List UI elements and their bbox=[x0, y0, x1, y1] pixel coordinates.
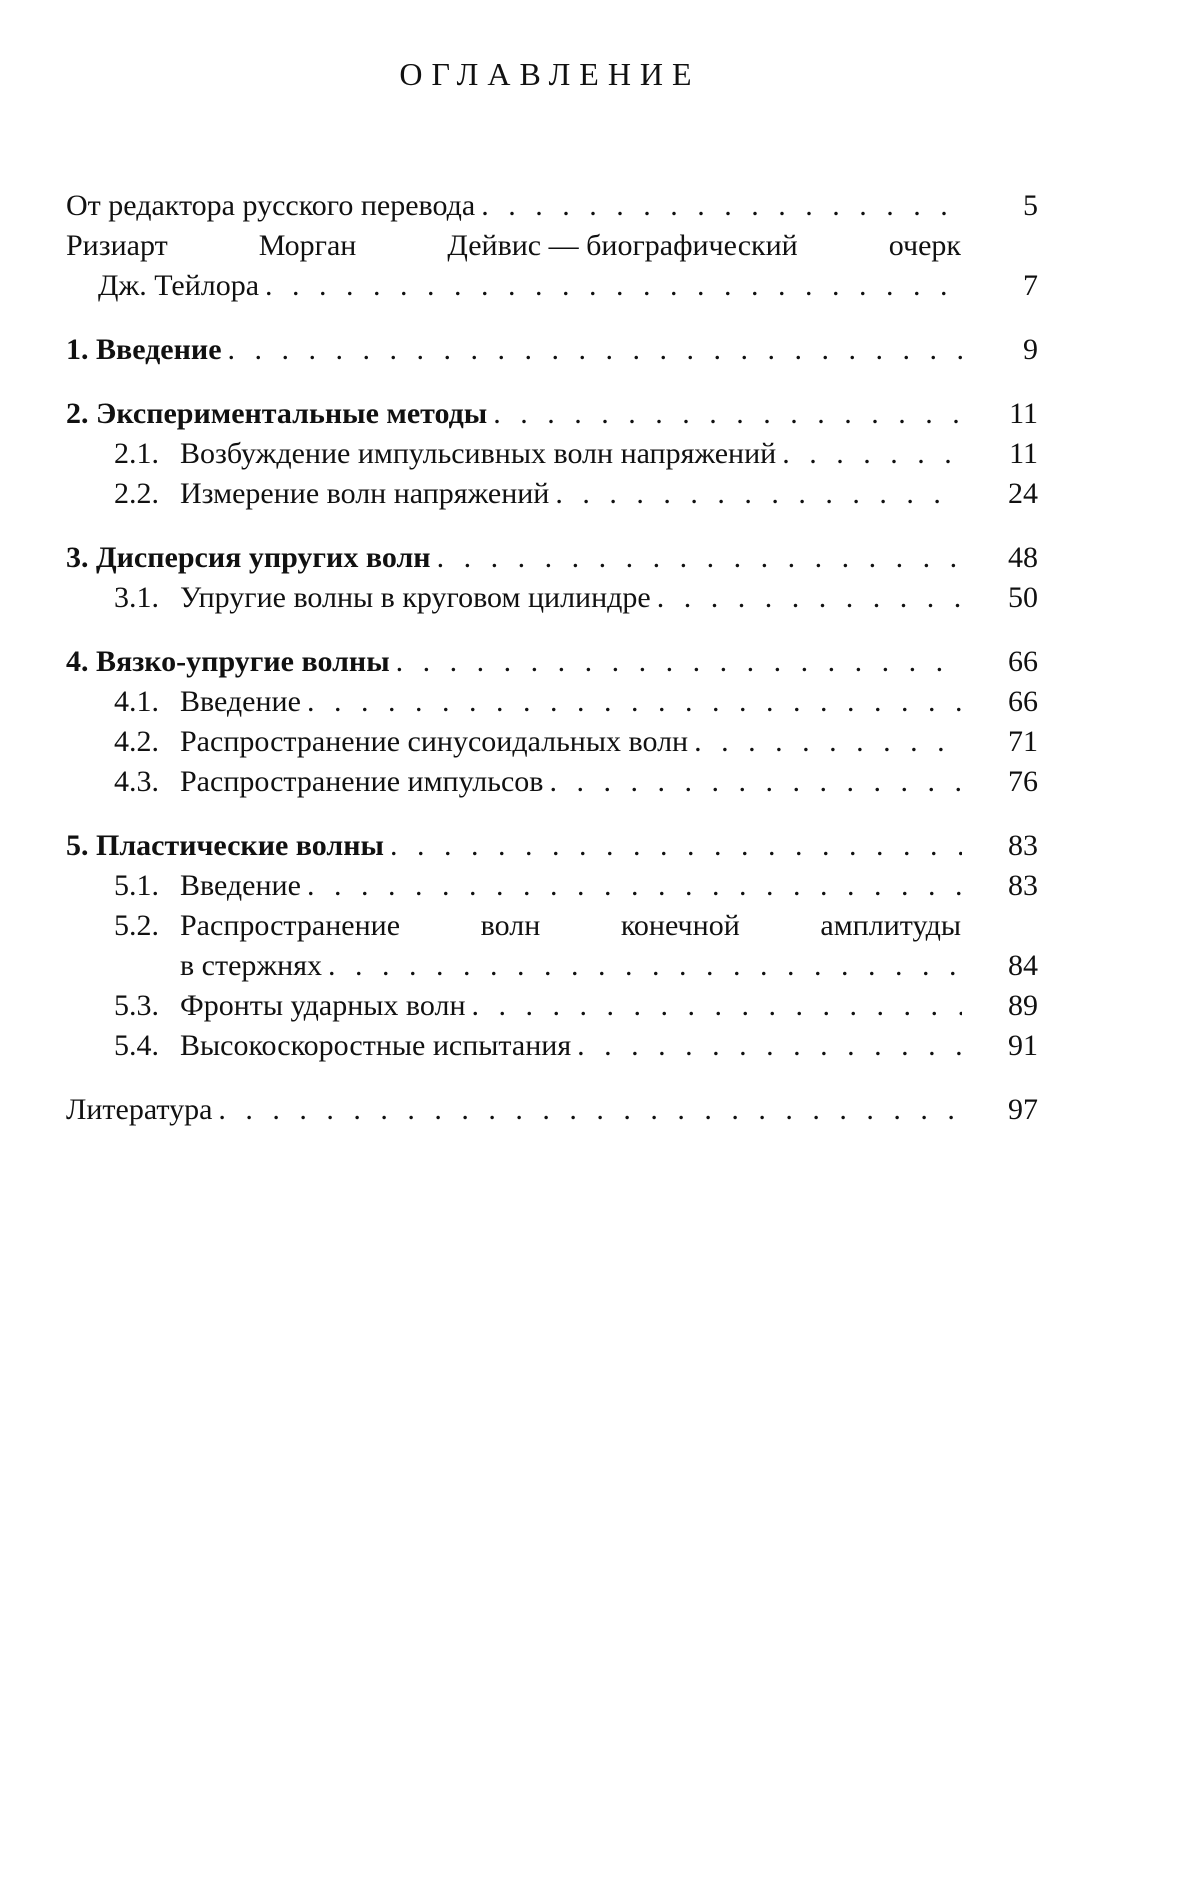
section-title: Упругие волны в круговом цилиндре bbox=[180, 581, 651, 614]
page-number: 24 bbox=[1008, 477, 1038, 510]
section-number: 5.3. bbox=[114, 989, 159, 1022]
dot-leader bbox=[437, 538, 962, 578]
section-label bbox=[114, 762, 543, 802]
page-number: 66 bbox=[1008, 685, 1038, 718]
toc-section-2-1[interactable] bbox=[66, 434, 1038, 474]
toc-chapter-2[interactable] bbox=[66, 394, 1038, 434]
word: Ризиарт bbox=[66, 229, 168, 262]
section-title: Измерение волн напряжений bbox=[180, 477, 550, 510]
chapter-label bbox=[66, 538, 431, 578]
entry-label: Литература bbox=[66, 1093, 213, 1126]
page-number: 5 bbox=[1023, 189, 1038, 222]
dot-leader bbox=[657, 578, 962, 618]
toc-section-5-1[interactable] bbox=[66, 866, 1038, 906]
page-number: 71 bbox=[1008, 725, 1038, 758]
toc-entry-editor-preface[interactable] bbox=[66, 186, 1038, 226]
chapter-title: Введение bbox=[96, 333, 222, 366]
dot-leader bbox=[694, 722, 962, 762]
toc-section-5-2[interactable] bbox=[66, 906, 1038, 986]
chapter-number: 3. bbox=[66, 541, 89, 574]
toc-chapter-3[interactable] bbox=[66, 538, 1038, 578]
dot-leader bbox=[481, 186, 962, 226]
toc-section-5-4[interactable] bbox=[66, 1026, 1038, 1066]
dot-leader bbox=[328, 946, 962, 986]
dot-leader bbox=[577, 1026, 962, 1066]
word: амплитуды bbox=[820, 909, 961, 942]
entry-first-line bbox=[114, 906, 961, 946]
section-title: Введение bbox=[180, 869, 301, 902]
chapter-number: 1. bbox=[66, 333, 89, 366]
section-number: 5.4. bbox=[114, 1029, 159, 1062]
section-number: 4.3. bbox=[114, 765, 159, 798]
page-number: 66 bbox=[1008, 645, 1038, 678]
entry-label: Дж. Тейлора bbox=[98, 269, 260, 302]
dot-leader bbox=[307, 866, 962, 906]
section-title: Введение bbox=[180, 685, 301, 718]
dot-leader bbox=[228, 330, 962, 370]
section-number: 5.2. bbox=[114, 909, 159, 942]
dot-leader bbox=[782, 434, 962, 474]
section-title: Высокоскоростные испытания bbox=[180, 1029, 572, 1062]
page-number: 83 bbox=[1008, 829, 1038, 862]
toc-entry-biography[interactable] bbox=[66, 226, 1038, 306]
page-number: 11 bbox=[1009, 397, 1038, 430]
section-label bbox=[114, 434, 776, 474]
dot-leader bbox=[396, 642, 962, 682]
section-number: 2.2. bbox=[114, 477, 159, 510]
page-number: 97 bbox=[1008, 1093, 1038, 1126]
chapter-title: Дисперсия упругих волн bbox=[96, 541, 431, 574]
entry-first-line bbox=[66, 226, 961, 266]
section-label bbox=[114, 578, 651, 618]
page-number: 84 bbox=[1008, 949, 1038, 982]
word: Морган bbox=[258, 229, 357, 262]
toc-chapter-5[interactable] bbox=[66, 826, 1038, 866]
page-number: 9 bbox=[1023, 333, 1038, 366]
table-of-contents bbox=[66, 186, 1038, 1130]
chapter-title: Пластические волны bbox=[96, 829, 384, 862]
dot-leader bbox=[265, 266, 962, 306]
entry-label: От редактора русского перевода bbox=[66, 189, 476, 222]
dot-leader bbox=[218, 1090, 962, 1130]
word: волн bbox=[480, 909, 541, 942]
word: очерк bbox=[888, 229, 961, 262]
chapter-title: Экспериментальные методы bbox=[96, 397, 488, 430]
section-label bbox=[114, 682, 301, 722]
section-number: 4.1. bbox=[114, 685, 159, 718]
entry-label: в стержнях bbox=[180, 949, 322, 982]
section-number: 5.1. bbox=[114, 869, 159, 902]
chapter-label bbox=[66, 330, 222, 370]
section-label bbox=[114, 986, 466, 1026]
entry-second-line bbox=[114, 946, 1038, 986]
page-number: 48 bbox=[1008, 541, 1038, 574]
toc-section-4-3[interactable] bbox=[66, 762, 1038, 802]
chapter-label bbox=[66, 642, 390, 682]
section-number: 2.1. bbox=[114, 437, 159, 470]
dot-leader bbox=[472, 986, 962, 1026]
dot-leader bbox=[555, 474, 962, 514]
toc-section-4-2[interactable] bbox=[66, 722, 1038, 762]
toc-section-2-2[interactable] bbox=[66, 474, 1038, 514]
page-number: 50 bbox=[1008, 581, 1038, 614]
section-number: 4.2. bbox=[114, 725, 159, 758]
word: Дейвис — биографический bbox=[447, 229, 798, 262]
page-number: 89 bbox=[1008, 989, 1038, 1022]
section-title: Возбуждение импульсивных волн напряжений bbox=[180, 437, 777, 470]
dot-leader bbox=[493, 394, 962, 434]
word: Распространение bbox=[180, 909, 401, 942]
toc-section-3-1[interactable] bbox=[66, 578, 1038, 618]
section-label bbox=[114, 866, 301, 906]
section-number: 3.1. bbox=[114, 581, 159, 614]
page-number: 83 bbox=[1008, 869, 1038, 902]
section-label bbox=[114, 1026, 571, 1066]
page-number: 76 bbox=[1008, 765, 1038, 798]
word: конечной bbox=[620, 909, 740, 942]
page-number: 11 bbox=[1009, 437, 1038, 470]
toc-section-4-1[interactable] bbox=[66, 682, 1038, 722]
section-title: Фронты ударных волн bbox=[180, 989, 466, 1022]
chapter-title: Вязко-упругие волны bbox=[96, 645, 390, 678]
toc-section-5-3[interactable] bbox=[66, 986, 1038, 1026]
entry-second-line bbox=[66, 266, 1038, 306]
section-label bbox=[114, 722, 688, 762]
section-title: Распространение синусоидальных волн bbox=[180, 725, 689, 758]
toc-entry-references[interactable] bbox=[66, 1090, 1038, 1130]
chapter-label bbox=[66, 826, 384, 866]
dot-leader bbox=[307, 682, 962, 722]
section-title: Распространение импульсов bbox=[180, 765, 544, 798]
chapter-number: 2. bbox=[66, 397, 89, 430]
dot-leader bbox=[549, 762, 962, 802]
toc-chapter-1[interactable] bbox=[66, 330, 1038, 370]
toc-chapter-4[interactable] bbox=[66, 642, 1038, 682]
page-number: 7 bbox=[1023, 269, 1038, 302]
section-label bbox=[114, 474, 549, 514]
chapter-number: 5. bbox=[66, 829, 89, 862]
chapter-number: 4. bbox=[66, 645, 89, 678]
chapter-label bbox=[66, 394, 487, 434]
page-title: ОГЛАВЛЕНИЕ bbox=[399, 56, 701, 92]
page-number: 91 bbox=[1008, 1029, 1038, 1062]
dot-leader bbox=[390, 826, 962, 866]
